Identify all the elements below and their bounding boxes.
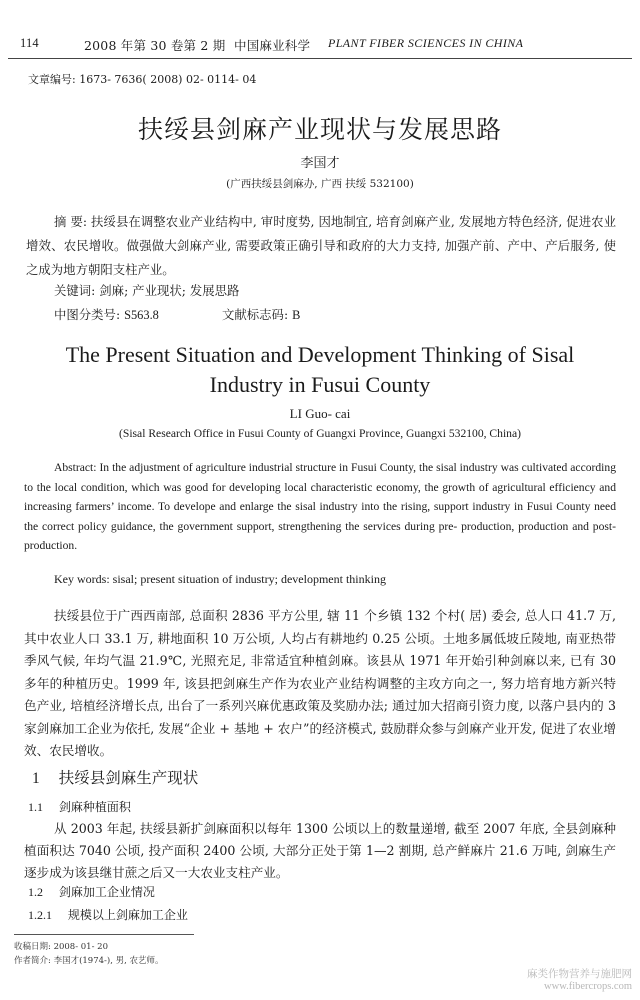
section-1-title: 扶绥县剑麻生产现状 bbox=[58, 769, 199, 787]
classification-label: 中图分类号: bbox=[54, 307, 121, 322]
intro-paragraph: 扶绥县位于广西西南部, 总面积 2836 平方公里, 辖 11 个乡镇 132 个村( 居) 委会, 总人口 41.7 万, 其中农业人口 33.1 万, 耕地面积 10 万公顷, 人均占有耕地约 0.25 公顷。土地多属低坡丘陵地, 南亚热带季风气候, 年均气温 21.9℃, 光照充足, 非常适宜种植剑麻。该县从 1971 年开始引种剑麻以来, 已有 30 多年的种植历史。1999 年, 该县把剑麻生产作为农业产业结构调整的主攻方向之一, 努力培育地方新兴特色产业, 培植经济增长点, 出台了一系列兴麻优惠政策及奖励办法; 通过加大招商引资力度, 以落户县内的 3 家剑麻加工企业为依托, 发展“企业 + 基地 + 农户”的经济模式, 鼓励群众参与剑麻产业开发, 促进了农业增效、农民增收。 bbox=[24, 608, 616, 758]
document-code bbox=[222, 305, 300, 323]
classification-value: S563.8 bbox=[124, 308, 159, 322]
section-1-2-1-number: 1.2.1 bbox=[28, 908, 52, 922]
paper-title-cn: 扶绥县剑麻产业现状与发展思路 bbox=[137, 115, 502, 144]
section-1-heading bbox=[32, 766, 198, 788]
journal-name-cn: 中国麻业科学 bbox=[234, 38, 311, 53]
author-en: LI Guo- cai bbox=[289, 406, 351, 421]
keywords-cn: 关键词: 剑麻; 产业现状; 发展思路 bbox=[54, 283, 240, 298]
section-1-2-title: 剑麻加工企业情况 bbox=[58, 885, 155, 899]
section-1-2-1-title: 规模以上剑麻加工企业 bbox=[67, 908, 188, 922]
document-code-label: 文献标志码: bbox=[222, 307, 289, 322]
affiliation-cn: (广西扶绥县剑麻办, 广西 扶绥 532100) bbox=[226, 178, 414, 190]
author-cn: 李国才 bbox=[300, 156, 340, 171]
footnote-divider bbox=[14, 934, 194, 935]
article-number: 文章编号: 1673- 7636( 2008) 02- 0114- 04 bbox=[28, 73, 257, 86]
abstract-cn: 摘 要: 扶绥县在调整农业产业结构中, 审时度势, 因地制宜, 培育剑麻产业, 发展地方特色经济, 促进农业增效、农民增收。做强做大剑麻产业, 需要政策正确引导和政府的大力支持, 加强产前、产中、产后服务, 使之成为地方朝阳支柱产业。 bbox=[26, 214, 617, 277]
section-1-1-heading bbox=[28, 798, 131, 815]
journal-volume: 2008 年第 30 卷第 2 期 bbox=[84, 38, 226, 53]
abstract-en: Abstract: In the adjustment of agriculture industrial structure in Fusui County, the sisal industry was cultivated according to the local condition, which was good for developing local characteristic economy, the growth of agricultural efficiency and increasing farmers’ income. To develope and enlarge the sisal industry into the rising, support industry in Fusui County need the correct policy guidance, the government support, strengthening the services during pre- production, production and post- production. bbox=[24, 461, 616, 553]
paper-title-en-line2: Industry in Fusui County bbox=[209, 372, 431, 397]
classification-number bbox=[54, 305, 159, 323]
document-code-value: B bbox=[292, 308, 301, 322]
keywords-en: Key words: sisal; present situation of industry; development thinking bbox=[54, 572, 386, 586]
section-1-number: 1 bbox=[32, 770, 40, 787]
section-1-1-paragraph: 从 2003 年起, 扶绥县新扩剑麻面积以每年 1300 公顷以上的数量递增, 截至 2007 年底, 全县剑麻种植面积达 7040 公顷, 投产面积 2400 公顷, 大部分正处于第 1—2 割期, 总产鲜麻片 21.6 万吨, 剑麻生产逐步成为该县继甘蔗之后又一大农业支柱产业。 bbox=[24, 821, 616, 880]
affiliation-en: (Sisal Research Office in Fusui County of Guangxi Province, Guangxi 532100, China) bbox=[119, 427, 521, 440]
header-divider bbox=[8, 58, 632, 59]
watermark-cn: 麻类作物营养与施肥网 bbox=[527, 968, 632, 980]
paper-title-en-line1: The Present Situation and Development Thinking of Sisal bbox=[65, 342, 575, 367]
journal-name-en: PLANT FIBER SCIENCES IN CHINA bbox=[328, 36, 524, 50]
footnote-received-date: 收稿日期: 2008- 01- 20 bbox=[14, 942, 108, 952]
page-number: 114 bbox=[20, 36, 39, 50]
watermark-url: www.fibercrops.com bbox=[544, 981, 632, 992]
footnote-author-bio: 作者简介: 李国才(1974-), 男, 农艺师。 bbox=[14, 956, 164, 966]
section-1-2-1-heading bbox=[28, 906, 188, 923]
section-1-2-heading bbox=[28, 883, 155, 900]
section-1-1-title: 剑麻种植面积 bbox=[58, 800, 131, 814]
section-1-1-number: 1.1 bbox=[28, 800, 43, 814]
section-1-2-number: 1.2 bbox=[28, 885, 43, 899]
